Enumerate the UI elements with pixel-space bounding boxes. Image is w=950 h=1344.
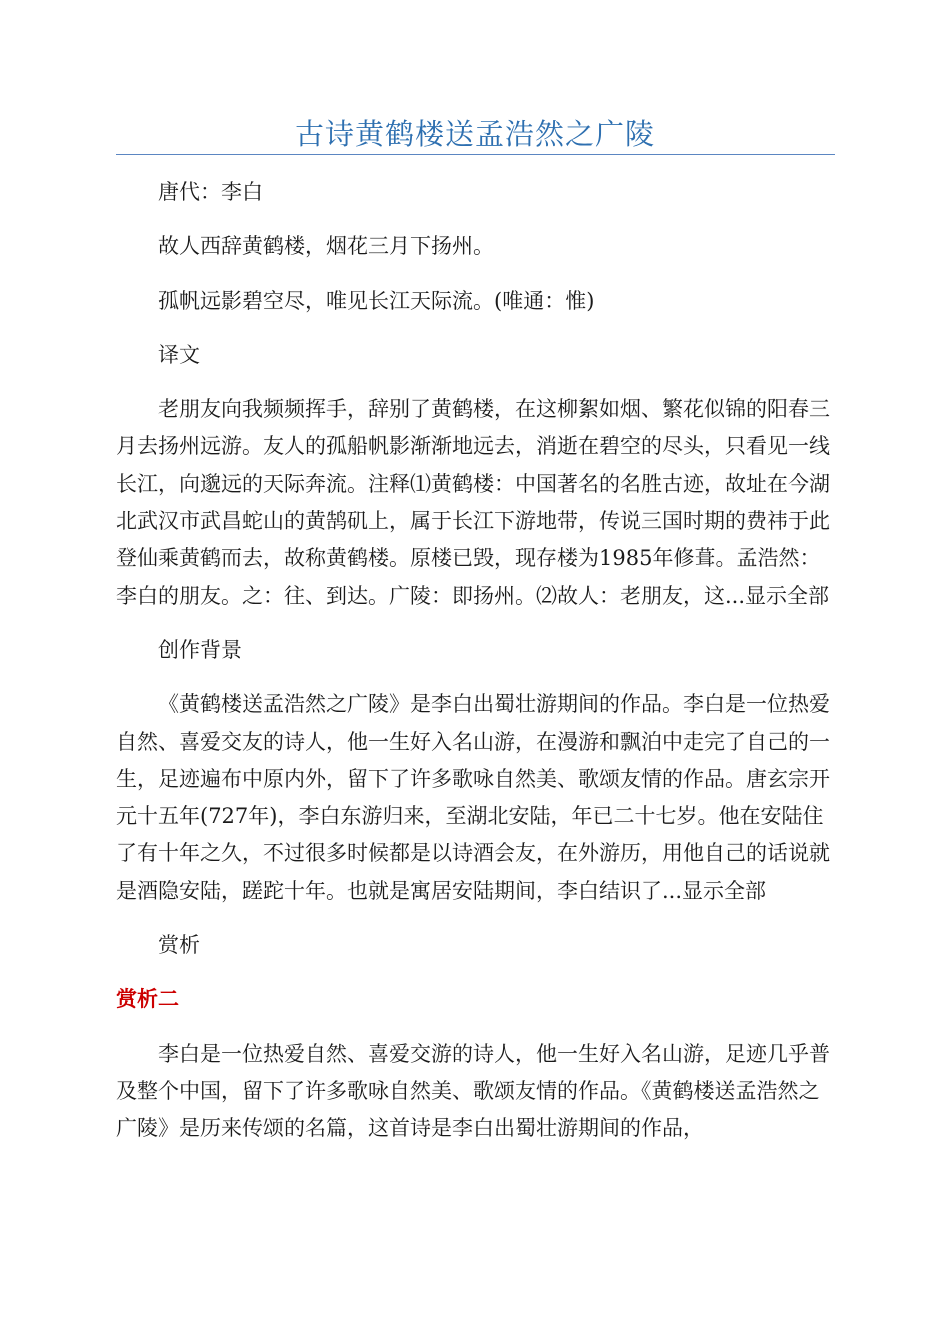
background-heading: 创作背景 — [158, 637, 242, 662]
document-body — [116, 174, 835, 1148]
translation-heading: 译文 — [158, 342, 200, 367]
appreciation-heading: 赏析 — [158, 933, 200, 958]
background-paragraph: 《黄鹤楼送孟浩然之广陵》是李白出蜀壮游期间的作品。李白是一位热爱自然、喜爱交友的诗人，他一生好入名山游，在漫游和飘泊中走完了自己的一生，足迹遍布中原内外，留下了许多歌咏自然美、歌颂友情的作品。唐玄宗开元十五年(727年)，李白东游归来，至湖北安陆，年已二十七岁。他在安陆住了有十年之久，不过很多时候都是以诗酒会友，在外游历，用他自己的话说就是酒隐安陆，蹉跎十年。也就是寓居安陆期间，李白结识了...显示全部 — [116, 692, 830, 903]
translation-paragraph: 老朋友向我频频挥手，辞别了黄鹤楼，在这柳絮如烟、繁花似锦的阳春三月去扬州远游。友人的孤船帆影渐渐地远去，消逝在碧空的尽头，只看见一线长江，向邈远的天际奔流。注释⑴黄鹤楼：中国著名的名胜古迹，故址在今湖北武汉市武昌蛇山的黄鹄矶上，属于长江下游地带，传说三国时期的费祎于此登仙乘黄鹤而去，故称黄鹤楼。原楼已毁，现存楼为1985年修葺。孟浩然：李白的朋友。之：往、到达。广陵：即扬州。⑵故人：老朋友，这...显示全部 — [116, 397, 830, 608]
appreciation-paragraph: 李白是一位热爱自然、喜爱交游的诗人，他一生好入名山游，足迹几乎普及整个中国，留下了许多歌咏自然美、歌颂友情的作品。《黄鹤楼送孟浩然之广陵》是历来传颂的名篇，这首诗是李白出蜀壮游期间的作品， — [116, 1041, 830, 1141]
title-underline — [116, 154, 835, 155]
poem-line-1: 故人西辞黄鹤楼，烟花三月下扬州。 — [158, 234, 494, 259]
appreciation-sub-heading: 赏析二 — [116, 987, 179, 1012]
poem-line-2: 孤帆远影碧空尽，唯见长江天际流。(唯通：惟) — [158, 288, 595, 313]
page-title: 古诗黄鹤楼送孟浩然之广陵 — [294, 117, 655, 151]
author-line: 唐代：李白 — [158, 180, 263, 204]
